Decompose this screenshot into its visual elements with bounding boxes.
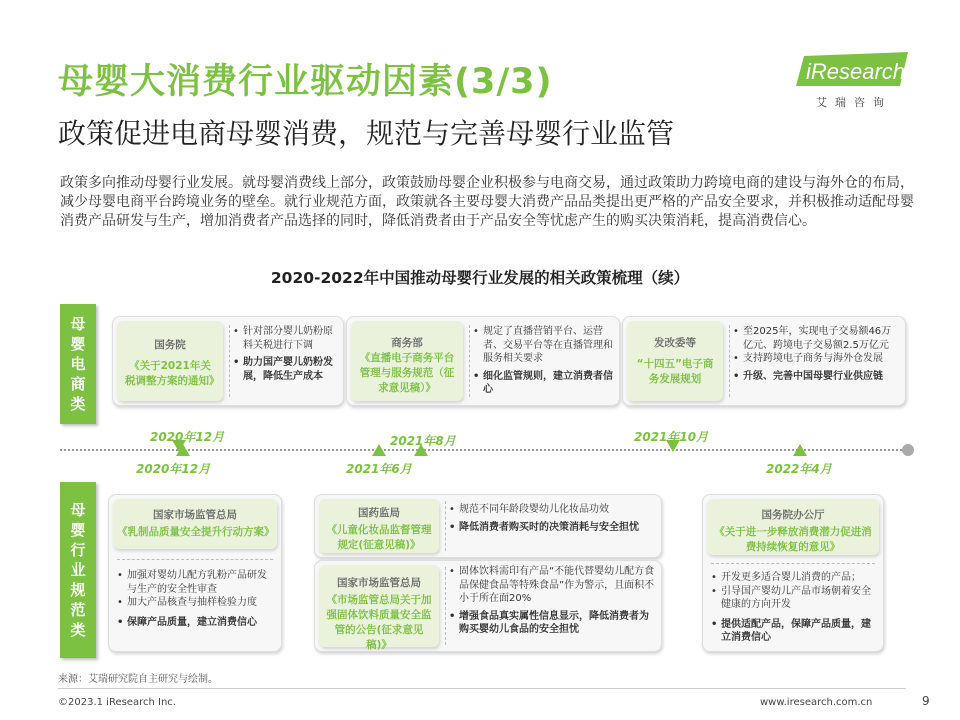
page-title: 母婴大消费行业驱动因素(3/3)	[58, 62, 553, 102]
issuer: 发改委等	[654, 337, 696, 349]
sidebar-char: 商	[70, 375, 86, 393]
timeline-marker	[793, 444, 807, 456]
bullet-bold: • 提供适配产品，保障产品质量，建立消费信心	[711, 618, 877, 645]
bullet-bold: • 助力国产婴儿奶粉发展，降低生产成本	[233, 356, 337, 383]
bullet-bold: • 降低消费者购买时的决策消耗与安全担忧	[449, 521, 655, 535]
sidebar-char: 业	[70, 561, 86, 579]
sidebar-regulation	[60, 482, 96, 658]
divider	[729, 325, 730, 397]
timeline-date-bottom-1: 2020年12月	[136, 462, 211, 476]
bullet: • 固体饮料需印有产品“不能代替婴幼儿配方食品保健食品等特殊食品”作为警示，且面积不小于所在面20%	[449, 565, 655, 606]
divider	[469, 325, 470, 397]
policy-tag	[117, 321, 223, 401]
timeline-marker	[414, 444, 428, 456]
issuer: 国家市场监管总局	[153, 509, 237, 521]
timeline-date-bottom-2: 2021年6月	[346, 462, 412, 476]
ecommerce-card-3	[622, 316, 906, 406]
bullet-list	[117, 569, 275, 629]
issuer: 国药监局	[358, 507, 400, 519]
bullet-bold: • 细化监管规则，建立消费者信心	[473, 370, 613, 397]
issuer: 国务院	[154, 339, 186, 351]
policy-tag	[113, 499, 277, 549]
bullet-bold: • 增强食品真实属性信息显示，降低消费者为购买婴幼儿食品的安全担忧	[449, 610, 655, 637]
bullet-list	[233, 325, 337, 383]
bullet: • 加强对婴幼儿配方乳粉产品研发与生产的安全性审查	[117, 569, 275, 596]
sidebar-char: 行	[70, 541, 86, 559]
bullet: • 针对部分婴儿奶粉原料关税进行下调	[233, 325, 337, 352]
timeline-marker	[176, 444, 190, 456]
policy-name: 《乳制品质量安全提升行动方案》	[117, 526, 275, 538]
issuer: 国务院办公厅	[761, 509, 825, 521]
sidebar-char: 范	[70, 601, 86, 619]
policy-name: 《儿童化妆品监督管理规定(征意见稿)》	[326, 524, 432, 551]
timeline-date-top-1: 2020年12月	[150, 430, 225, 444]
sidebar-char: 电	[70, 355, 86, 373]
policy-name: 《关于2021年关税调整方案的通知》	[125, 360, 220, 387]
intro-text: 政策多向推动母婴行业发展。就母婴消费线上部分，政策鼓励母婴企业积极参与电商交易，通过政策助力跨境电商的建设与海外仓的布局，减少母婴电商平台跨境业务的壁垒。就行业规范方面，政策就各主要母婴大消费产品品类提出更严格的产品安全要求，并积极推动适配母婴消费产品研发与生产，增加消费者产品选择的同时，降低消费者由于产品安全等忧虑产生的购买决策消耗，提高消费信心。	[60, 175, 914, 229]
timeline-date-top-2: 2021年8月	[390, 434, 456, 448]
policy-name: 《关于进一步释放消费潜力促进消费持续恢复的意见》	[714, 526, 872, 553]
regulation-card-4	[702, 494, 884, 652]
bullet: • 规定了直播营销平台、运营者、交易平台等在直播管理和服务相关要求	[473, 325, 613, 366]
sidebar-char: 类	[70, 395, 86, 413]
regulation-card-2	[314, 494, 662, 558]
policy-name: “十四五”电子商务发展规划	[636, 358, 714, 385]
bullet-list	[733, 325, 899, 383]
divider	[445, 501, 446, 551]
ecommerce-card-2	[346, 316, 620, 406]
policy-tag	[627, 321, 723, 401]
divider	[445, 567, 446, 645]
regulation-card-3	[314, 560, 662, 652]
divider	[229, 325, 230, 397]
bullet-list	[473, 325, 613, 397]
policy-tag	[319, 499, 439, 553]
footer-divider	[58, 688, 906, 689]
bullet-list	[711, 571, 877, 645]
sidebar-char: 类	[70, 621, 86, 639]
bullet-list	[449, 503, 655, 534]
policy-tag	[707, 499, 879, 555]
logo-mark	[796, 50, 912, 90]
sidebar-char: 婴	[70, 521, 86, 539]
timeline-date-top-3: 2021年10月	[634, 430, 709, 444]
sidebar-char: 规	[70, 581, 86, 599]
policy-name: 《直播电子商务平台管理与服务规范（征求意见稿）》	[359, 352, 455, 394]
bullet: • 支持跨境电子商务与海外仓发展	[733, 352, 899, 366]
logo-text: iResearch	[806, 59, 906, 84]
bullet-bold: • 保障产品质量，建立消费信心	[117, 616, 275, 630]
bullet: • 至2025年，实现电子交易额46万亿元、跨境电子交易额2.5万亿元	[733, 325, 899, 352]
bullet: • 开发更多适合婴儿消费的产品；	[711, 571, 877, 585]
policy-tag	[351, 321, 463, 401]
bullet: • 引导国产婴幼儿产品市场朝着安全健康的方向开发	[711, 585, 877, 612]
website-link[interactable]: www.iresearch.com.cn	[760, 697, 873, 708]
timeline-marker	[372, 444, 386, 456]
timeline-marker	[666, 440, 680, 452]
sidebar-ecommerce	[60, 304, 96, 424]
bullet-list	[449, 565, 655, 637]
bullet-bold: • 升级、完善中国母婴行业供应链	[733, 370, 899, 384]
issuer: 国家市场监管总局	[337, 577, 421, 589]
source-note: 来源：艾瑞研究院自主研究与绘制。	[58, 674, 218, 685]
page-subtitle: 政策促进电商母婴消费，规范与完善母婴行业监管	[58, 117, 675, 150]
bullet: • 规范不同年龄段婴幼儿化妆品功效	[449, 503, 655, 517]
divider	[711, 563, 875, 564]
regulation-card-1	[108, 494, 282, 652]
intro-paragraph	[60, 174, 920, 231]
timeline-date-bottom-3: 2022年4月	[766, 462, 832, 476]
iresearch-logo	[796, 50, 912, 108]
copyright: ©2023.1 iResearch Inc.	[58, 697, 176, 708]
divider	[117, 559, 273, 560]
page-number: 9	[922, 694, 930, 708]
issuer: 商务部	[391, 337, 423, 349]
policy-tag	[319, 565, 439, 651]
sidebar-char: 婴	[70, 335, 86, 353]
chart-title: 2020-2022年中国推动母婴行业发展的相关政策梳理（续）	[270, 269, 690, 287]
bullet: • 加大产品核查与抽样检验力度	[117, 596, 275, 610]
logo-chinese: 艾瑞咨询	[816, 96, 892, 109]
sidebar-char: 母	[70, 315, 86, 333]
ecommerce-card-1	[112, 316, 344, 406]
sidebar-char: 母	[70, 501, 86, 519]
policy-name: 《市场监管总局关于加强固体饮料质量安全监管的公告(征求意见稿)》	[326, 594, 432, 651]
timeline-end-dot	[902, 444, 914, 456]
